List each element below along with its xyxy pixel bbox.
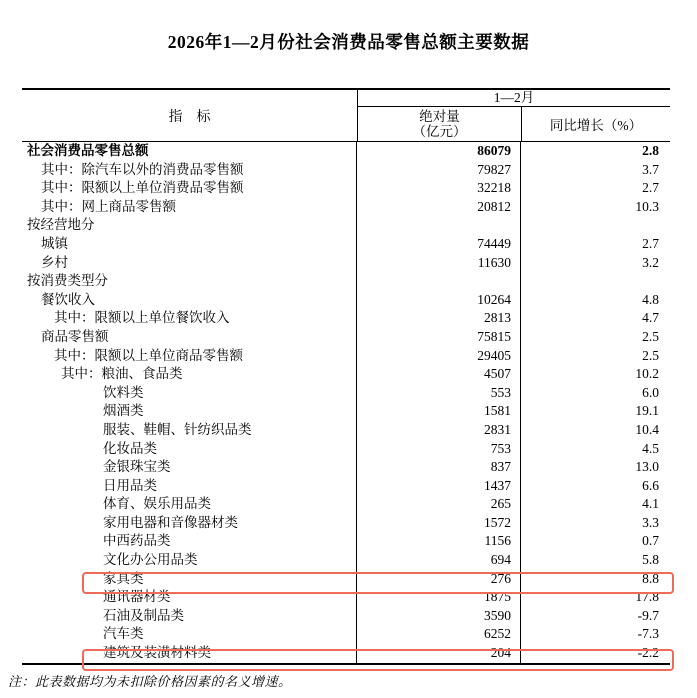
table-row <box>22 607 670 626</box>
row-label: 家用电器和音像器材类 <box>22 514 357 533</box>
table-row <box>22 272 670 291</box>
table-row <box>22 421 670 440</box>
row-growth-value: 6.0 <box>642 384 659 400</box>
row-growth-value: 17.8 <box>635 589 659 605</box>
row-label: 烟酒类 <box>22 402 357 421</box>
row-growth-value: 2.8 <box>642 143 659 158</box>
row-absolute-value: 753 <box>357 440 521 459</box>
row-absolute-value: 75815 <box>357 328 521 347</box>
table-body <box>22 142 670 665</box>
row-growth-value: 2.5 <box>642 347 659 363</box>
table-row <box>22 402 670 421</box>
table-row <box>22 477 670 496</box>
table-row <box>22 309 670 328</box>
row-growth-value: 2.5 <box>642 328 659 344</box>
row-absolute-value: 1581 <box>357 402 521 421</box>
header-subrow <box>358 107 670 141</box>
row-label: 家具类 <box>22 570 357 589</box>
footnote: 注：此表数据均为未扣除价格因素的名义增速。 <box>8 675 292 690</box>
table-header <box>22 90 670 142</box>
row-growth-value <box>521 216 670 235</box>
retail-data-table <box>22 88 670 665</box>
row-absolute-value: 837 <box>357 458 521 477</box>
row-absolute-value: 32218 <box>357 179 521 198</box>
row-label: 通讯器材类 <box>22 588 357 607</box>
row-growth-value: 8.8 <box>642 570 659 586</box>
row-absolute-value: 4507 <box>357 365 521 384</box>
row-growth-value <box>521 272 670 291</box>
row-growth-value: 4.7 <box>642 310 659 326</box>
row-label: 餐饮收入 <box>22 291 357 310</box>
table-row <box>22 235 670 254</box>
table-row <box>22 440 670 459</box>
table-row <box>22 142 670 161</box>
row-growth-value: 13.0 <box>635 459 659 475</box>
table-row <box>22 291 670 310</box>
row-absolute-value: 265 <box>357 495 521 514</box>
header-absolute-amount <box>358 107 522 141</box>
header-absolute-line2: （亿元） <box>412 124 467 139</box>
row-growth-value: -2.2 <box>637 645 659 661</box>
row-label: 城镇 <box>22 235 357 254</box>
header-absolute-line1: 绝对量 <box>419 109 460 124</box>
row-label: 中西药品类 <box>22 532 357 551</box>
table-row <box>22 588 670 607</box>
row-absolute-value: 20812 <box>357 198 521 217</box>
header-yoy-growth: 同比增长（%） <box>549 118 643 133</box>
row-absolute-value: 694 <box>357 551 521 570</box>
row-absolute-value: 74449 <box>357 235 521 254</box>
row-growth-value: 4.1 <box>642 496 659 512</box>
row-absolute-value: 1156 <box>357 532 521 551</box>
row-absolute-value: 204 <box>357 644 521 663</box>
row-absolute-value: 29405 <box>357 347 521 366</box>
table-row <box>22 551 670 570</box>
row-growth-value: -7.3 <box>637 626 659 642</box>
table-row <box>22 254 670 273</box>
row-growth-value: 2.7 <box>642 235 659 251</box>
row-growth-value: 4.8 <box>642 291 659 307</box>
row-label: 乡村 <box>22 254 357 273</box>
row-growth-value: 3.3 <box>642 514 659 530</box>
row-growth-value: 10.4 <box>635 421 659 437</box>
row-growth-value: 4.5 <box>642 440 659 456</box>
row-absolute-value: 2813 <box>357 309 521 328</box>
table-row <box>22 179 670 198</box>
row-absolute-value: 553 <box>357 384 521 403</box>
row-absolute-value: 1572 <box>357 514 521 533</box>
row-absolute-value: 1437 <box>357 477 521 496</box>
table-row <box>22 216 670 235</box>
row-growth-value: 5.8 <box>642 552 659 568</box>
row-label: 日用品类 <box>22 477 357 496</box>
row-label: 化妆品类 <box>22 440 357 459</box>
table-row <box>22 570 670 589</box>
row-label: 其中：限额以上单位餐饮收入 <box>22 309 357 328</box>
page-title: 2026年1—2月份社会消费品零售总额主要数据 <box>167 32 530 52</box>
row-label: 文化办公用品类 <box>22 551 357 570</box>
row-label: 金银珠宝类 <box>22 458 357 477</box>
row-growth-value: 3.2 <box>642 254 659 270</box>
row-label: 其中：限额以上单位商品零售额 <box>22 347 357 366</box>
table-row <box>22 328 670 347</box>
row-growth-value: 6.6 <box>642 477 659 493</box>
row-absolute-value: 11630 <box>357 254 521 273</box>
row-label: 按消费类型分 <box>22 272 357 291</box>
row-growth-value: 10.2 <box>635 366 659 382</box>
table-row <box>22 161 670 180</box>
table-row <box>22 365 670 384</box>
row-label: 其中：限额以上单位消费品零售额 <box>22 179 357 198</box>
row-growth-value: 2.7 <box>642 180 659 196</box>
row-label: 其中：网上商品零售额 <box>22 198 357 217</box>
row-absolute-value: 79827 <box>357 161 521 180</box>
row-growth-value: 10.3 <box>635 198 659 214</box>
header-period-group <box>357 90 670 141</box>
header-indicator: 指 标 <box>168 109 211 125</box>
row-label: 体育、娱乐用品类 <box>22 495 357 514</box>
row-absolute-value: 2831 <box>357 421 521 440</box>
row-absolute-value: 3590 <box>357 607 521 626</box>
row-absolute-value <box>357 216 521 235</box>
header-period: 1—2月 <box>358 90 670 107</box>
table-row <box>22 458 670 477</box>
row-label: 石油及制品类 <box>22 607 357 626</box>
row-growth-value: 3.7 <box>642 161 659 177</box>
table-row <box>22 532 670 551</box>
row-label: 社会消费品零售总额 <box>22 142 357 161</box>
row-label: 建筑及装潢材料类 <box>22 644 357 663</box>
row-growth-value: 0.7 <box>642 533 659 549</box>
row-absolute-value <box>357 272 521 291</box>
row-label: 汽车类 <box>22 625 357 644</box>
table-row <box>22 198 670 217</box>
table-row <box>22 347 670 366</box>
row-label: 按经营地分 <box>22 216 357 235</box>
row-absolute-value: 276 <box>357 570 521 589</box>
row-absolute-value: 6252 <box>357 625 521 644</box>
row-label: 其中：除汽车以外的消费品零售额 <box>22 161 357 180</box>
row-growth-value: -9.7 <box>637 607 659 623</box>
table-row <box>22 495 670 514</box>
row-absolute-value: 10264 <box>357 291 521 310</box>
row-absolute-value: 86079 <box>357 142 521 161</box>
row-growth-value: 19.1 <box>635 403 659 419</box>
table-row <box>22 625 670 644</box>
table-row <box>22 644 670 663</box>
row-label: 服装、鞋帽、针纺织品类 <box>22 421 357 440</box>
row-label: 商品零售额 <box>22 328 357 347</box>
row-absolute-value: 1875 <box>357 588 521 607</box>
row-label: 其中：粮油、食品类 <box>22 365 357 384</box>
table-row <box>22 514 670 533</box>
table-row <box>22 384 670 403</box>
row-label: 饮料类 <box>22 384 357 403</box>
